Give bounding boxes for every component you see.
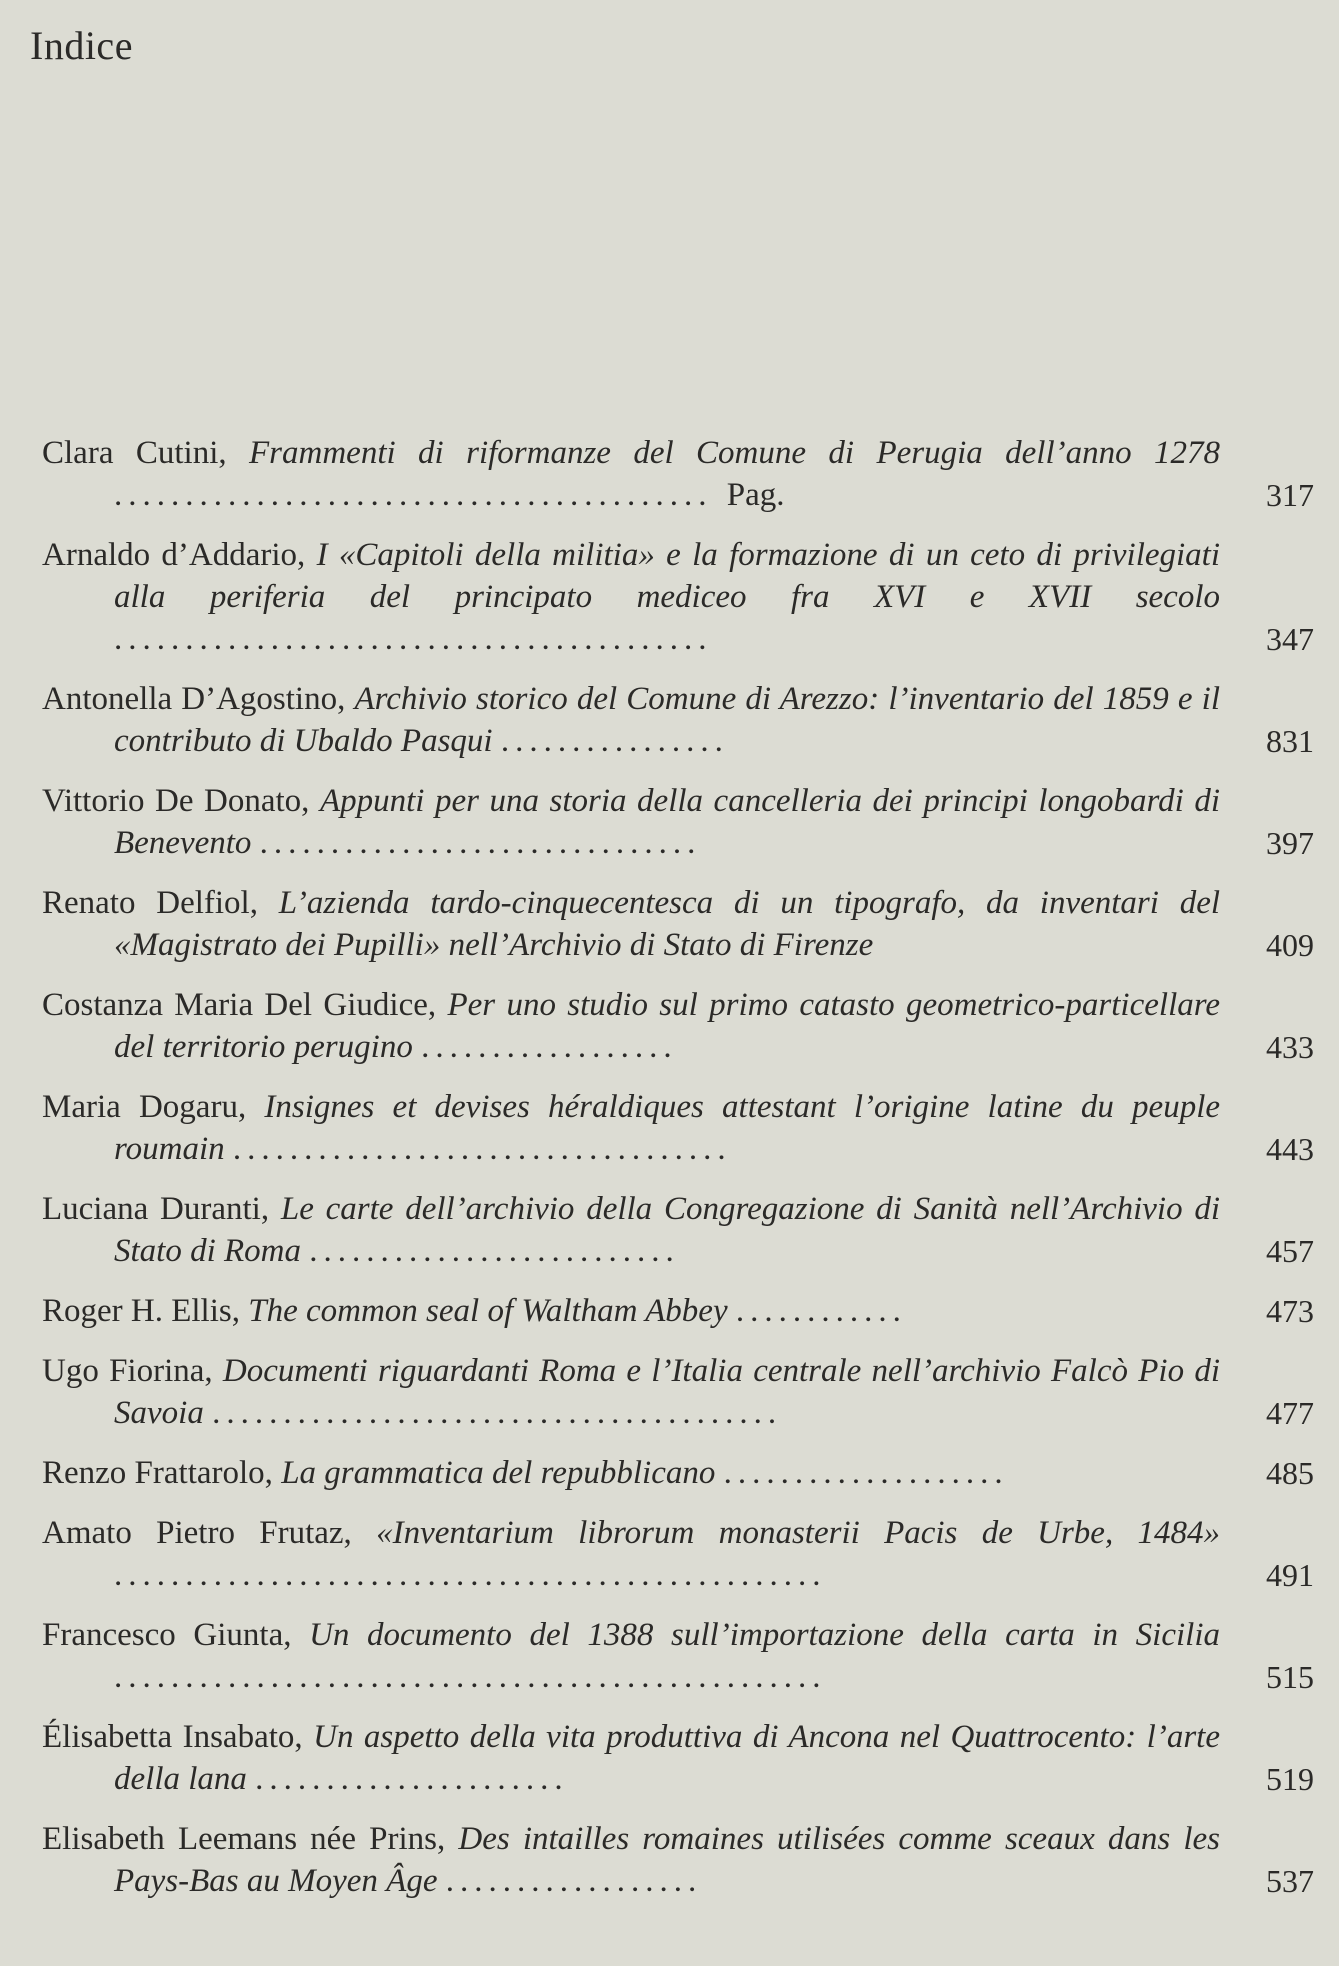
entry-title: Frammenti di riformanze del Comune di Perugia dell’anno 1278 — [249, 435, 1221, 471]
entry-author: Amato Pietro Frutaz, — [42, 1515, 352, 1551]
entry-author: Ugo Fiorina, — [42, 1353, 213, 1389]
entry-author: Francesco Giunta, — [42, 1617, 292, 1653]
entry-title: Documenti riguardanti Roma e l’Italia centrale nell’archivio Falcò Pio di Savoia — [114, 1353, 1220, 1431]
dot-leader: .......................... — [309, 1233, 680, 1269]
toc-entry-text — [42, 1818, 1220, 1902]
entry-title: «Inventarium librorum monasterii Pacis de Urbe, 1484» — [376, 1515, 1220, 1551]
dot-leader: .................................................. — [114, 1557, 827, 1593]
entry-title: La grammatica del repubblicano — [281, 1455, 716, 1491]
page-number: 491 — [1266, 1557, 1314, 1593]
entry-author: Clara Cutini, — [42, 435, 227, 471]
page-number: 473 — [1266, 1293, 1314, 1329]
page-number: 485 — [1266, 1455, 1314, 1491]
toc-entry — [42, 432, 1314, 516]
toc-entry — [42, 1512, 1314, 1596]
page-number: 443 — [1266, 1131, 1314, 1167]
entry-title: Des intailles romaines utilisées comme sceaux dans les Pays-Bas au Moyen Âge — [114, 1821, 1221, 1899]
page-number: 317 — [1266, 477, 1314, 513]
toc-entry-text — [42, 882, 1220, 966]
page-number: 519 — [1266, 1761, 1314, 1797]
page-number: 831 — [1266, 723, 1314, 759]
dot-leader: .................. — [421, 1029, 678, 1065]
page-number: 409 — [1266, 927, 1314, 963]
toc-entry-text — [42, 1716, 1220, 1800]
toc-entry-text — [42, 1452, 1220, 1494]
table-of-contents — [42, 432, 1314, 1920]
toc-entry — [42, 1716, 1314, 1800]
toc-entry-text — [42, 678, 1220, 762]
toc-entry-text — [42, 1614, 1220, 1698]
dot-leader: ............................... — [259, 825, 702, 861]
entry-author: Antonella D’Agostino, — [42, 681, 346, 717]
page-number: 515 — [1266, 1659, 1314, 1695]
dot-leader: ............ — [735, 1293, 907, 1329]
toc-entry — [42, 1614, 1314, 1698]
toc-entry — [42, 780, 1314, 864]
entry-title: I «Capitoli della militia» e la formazione di un ceto di privilegiati alla periferia del principato mediceo fra XVI e XVII secolo — [114, 537, 1221, 615]
entry-author: Roger H. Ellis, — [42, 1293, 240, 1329]
page-number: 347 — [1266, 621, 1314, 657]
dot-leader: .................... — [723, 1455, 1009, 1491]
entry-title: Le carte dell’archivio della Congregazione di Sanità nell’Archivio di Stato di Roma — [114, 1191, 1221, 1269]
entry-author: Vittorio De Donato, — [42, 783, 310, 819]
entry-author: Elisabeth Leemans née Prins, — [42, 1821, 446, 1857]
entry-author: Renzo Frattarolo, — [42, 1455, 273, 1491]
entry-author: Arnaldo d’Addario, — [42, 537, 306, 573]
toc-entry — [42, 882, 1314, 966]
pag-label: Pag. — [726, 477, 785, 513]
page-number: 397 — [1266, 825, 1314, 861]
dot-leader: ................................... — [232, 1131, 732, 1167]
page-number: 537 — [1266, 1863, 1314, 1899]
dot-leader: .................. — [445, 1863, 703, 1899]
entry-title: Insignes et devises héraldiques attestant l’origine latine du peuple roumain — [114, 1089, 1221, 1167]
toc-entry — [42, 984, 1314, 1068]
dot-leader: ................ — [500, 723, 729, 759]
toc-entry — [42, 1290, 1314, 1332]
dot-leader: ...................... — [255, 1761, 569, 1797]
page-number: 433 — [1266, 1029, 1314, 1065]
page-number: 477 — [1266, 1395, 1314, 1431]
toc-entry-text — [42, 534, 1220, 660]
toc-entry-text — [42, 432, 1220, 516]
toc-entry-text — [42, 984, 1220, 1068]
entry-title: Un aspetto della vita produttiva di Ancona nel Quattrocento: l’arte della lana — [114, 1719, 1220, 1797]
entry-title: L’azienda tardo-cinquecentesca di un tipografo, da inventari del «Magistrato dei Pupilli» nell’Archivio di Stato di Firenze — [114, 885, 1221, 963]
entry-author: Renato Delfiol, — [42, 885, 258, 921]
toc-entry — [42, 1452, 1314, 1494]
toc-entry — [42, 1350, 1314, 1434]
toc-entry — [42, 534, 1314, 660]
toc-entry-text — [42, 780, 1220, 864]
entry-author: Costanza Maria Del Giudice, — [42, 987, 437, 1023]
toc-entry-text — [42, 1188, 1220, 1272]
toc-entry — [42, 1086, 1314, 1170]
toc-entry-text — [42, 1290, 1220, 1332]
dot-leader: .................................................. — [114, 1659, 827, 1695]
toc-entry-text — [42, 1086, 1220, 1170]
toc-entry — [42, 678, 1314, 762]
entry-title: Archivio storico del Comune di Arezzo: l’inventario del 1859 e il contributo di Ubaldo Pasqui — [114, 681, 1221, 759]
toc-entry — [42, 1818, 1314, 1902]
entry-title: Appunti per una storia della cancelleria dei principi longobardi di Benevento — [114, 783, 1221, 861]
entry-author: Élisabetta Insabato, — [42, 1719, 303, 1755]
toc-entry-text — [42, 1512, 1220, 1596]
entry-title: The common seal of Waltham Abbey — [248, 1293, 728, 1329]
dot-leader: .......................................... — [114, 477, 713, 513]
entry-title: Per uno studio sul primo catasto geometrico-particellare del territorio perugino — [114, 987, 1220, 1065]
toc-entry — [42, 1188, 1314, 1272]
entry-author: Maria Dogaru, — [42, 1089, 247, 1125]
entry-author: Luciana Duranti, — [42, 1191, 270, 1227]
page-title: Indice — [30, 23, 133, 68]
dot-leader: ........................................ — [212, 1395, 783, 1431]
toc-entry-text — [42, 1350, 1220, 1434]
dot-leader: .......................................... — [114, 621, 713, 657]
page-number: 457 — [1266, 1233, 1314, 1269]
entry-title: Un documento del 1388 sull’importazione della carta in Sicilia — [309, 1617, 1220, 1653]
